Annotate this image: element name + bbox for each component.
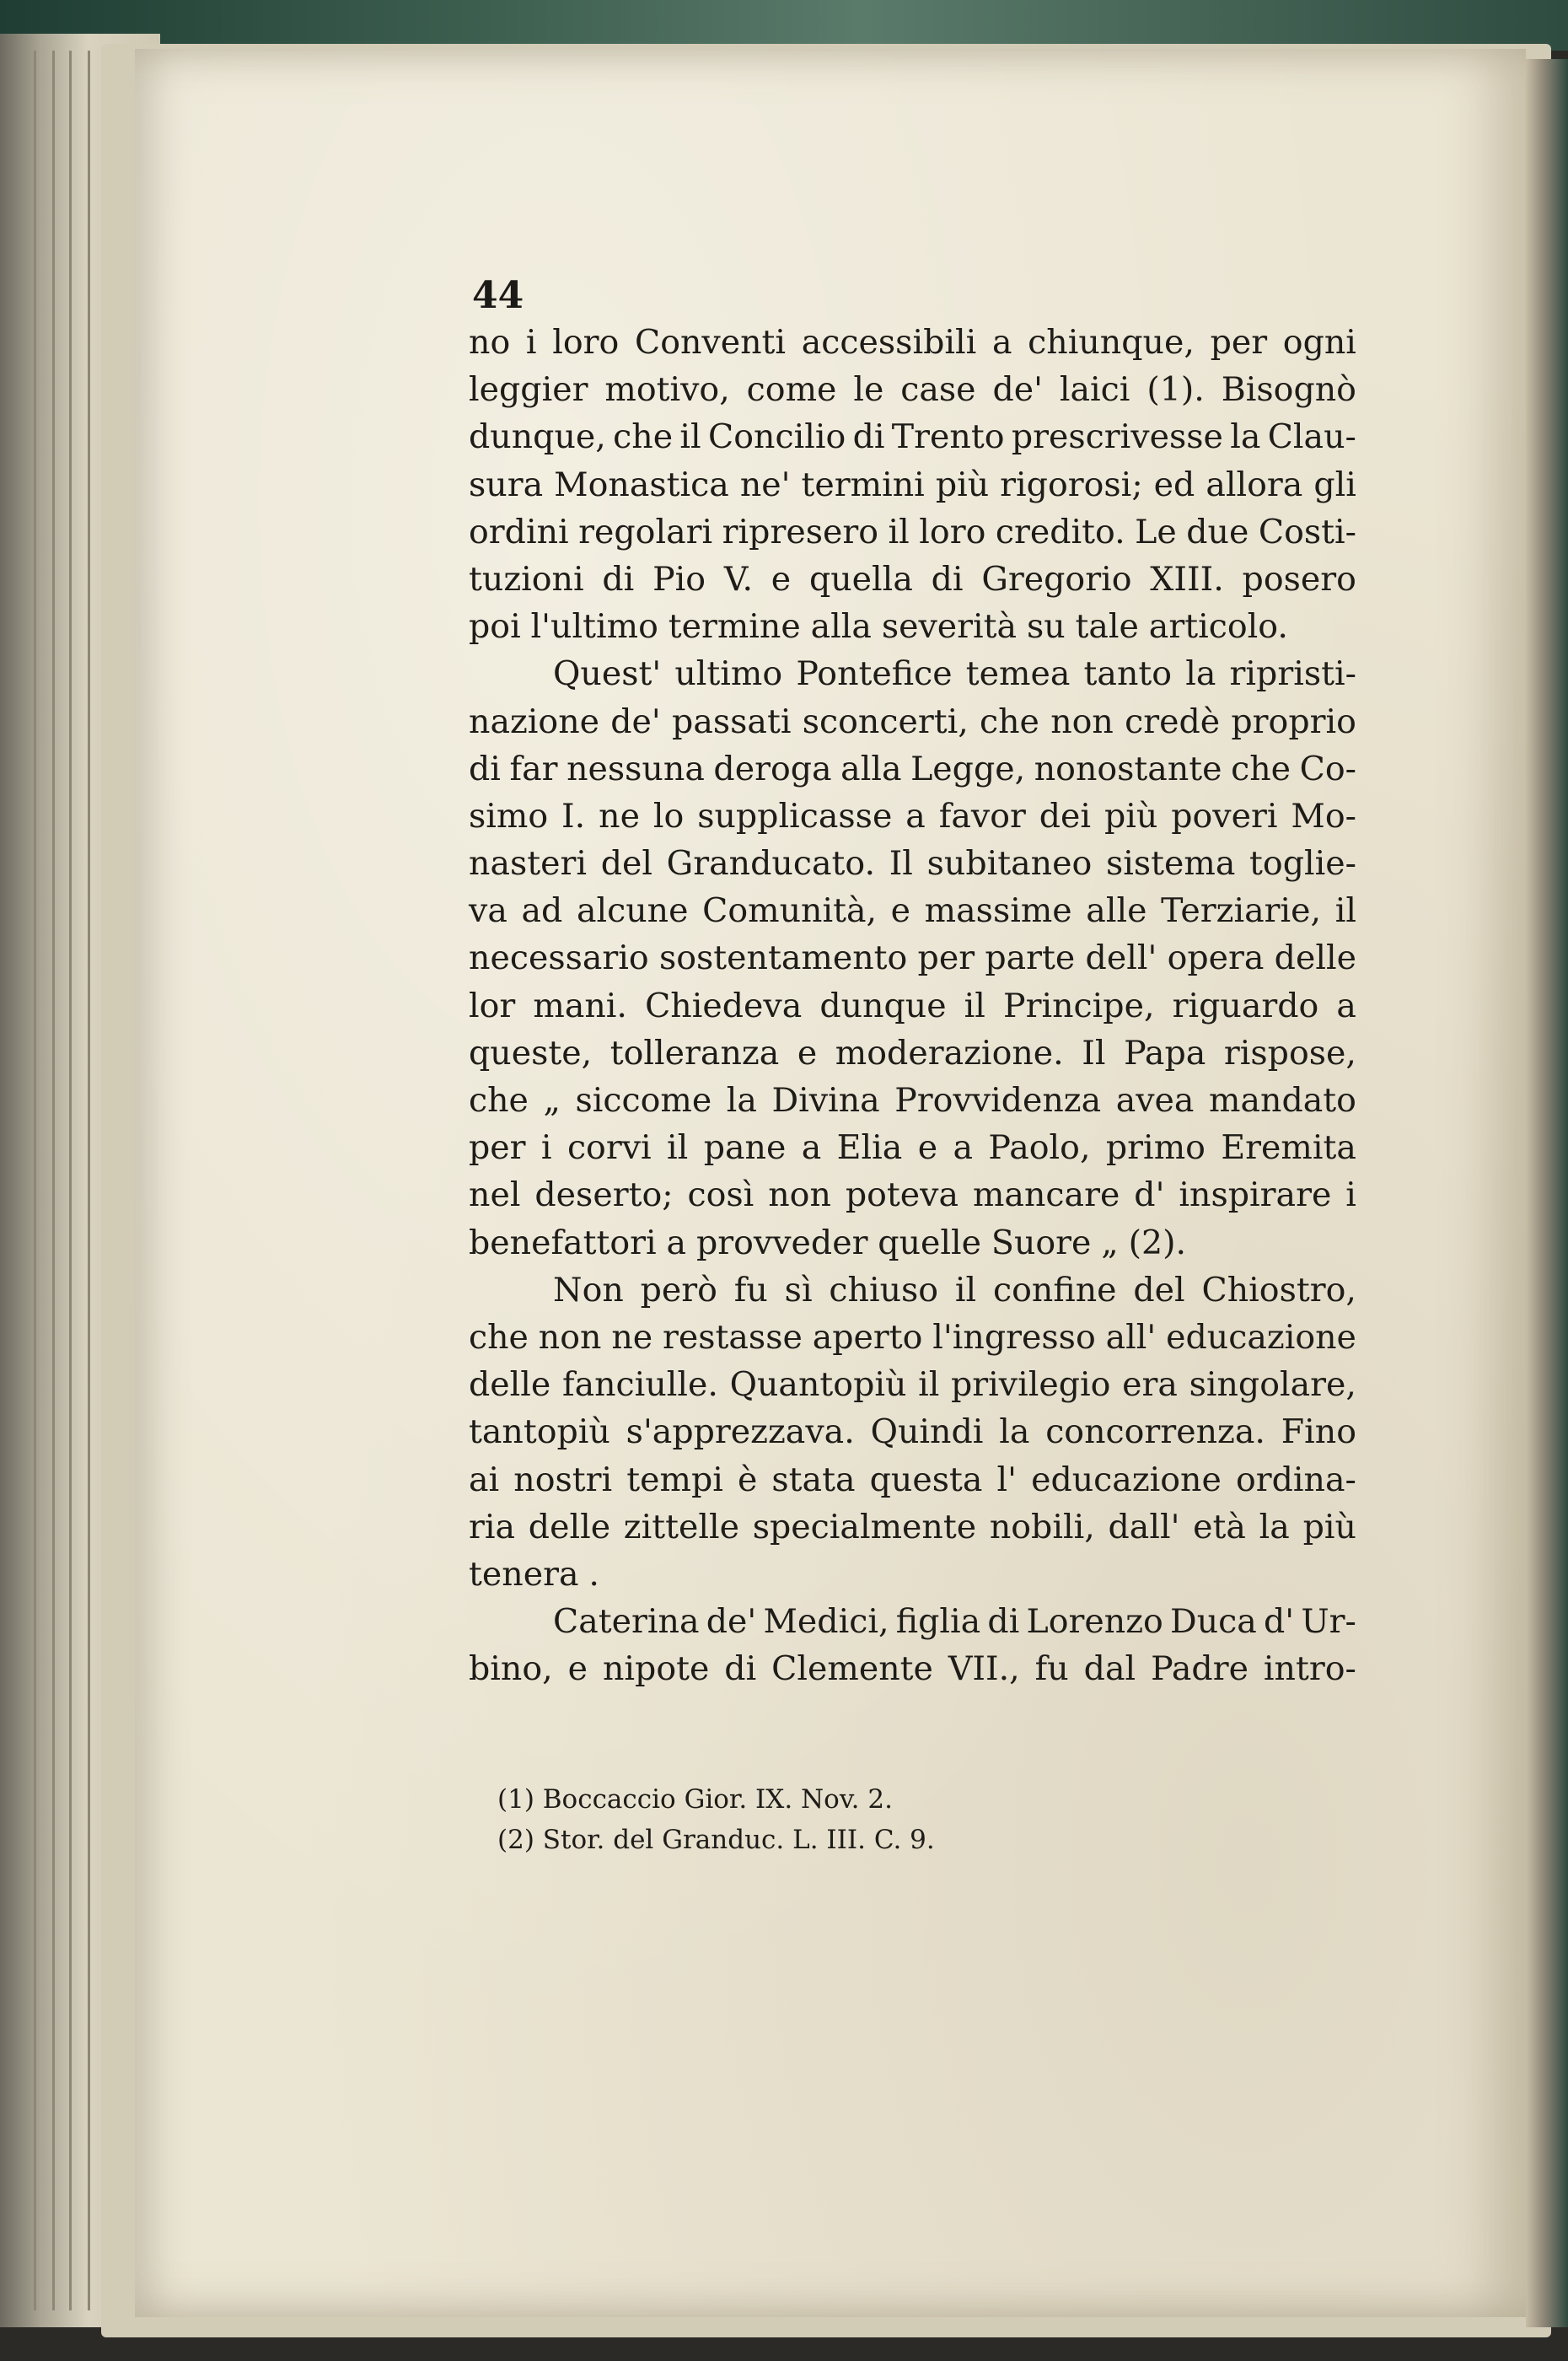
word: due <box>1186 512 1249 551</box>
page-edge-line <box>69 51 72 2310</box>
word: Fino <box>1281 1412 1356 1452</box>
word: laici <box>1059 370 1130 410</box>
word: per <box>1210 323 1268 362</box>
word: Mo- <box>1291 796 1356 836</box>
word: supplicasse <box>697 796 893 836</box>
word: simo <box>469 796 549 836</box>
word: le <box>853 370 884 410</box>
word: i <box>540 1128 552 1168</box>
word: delle <box>469 1365 551 1405</box>
text-line <box>469 1124 1356 1171</box>
word: mandato <box>1209 1081 1356 1120</box>
page-edge-line <box>88 51 90 2310</box>
word: sistema <box>1105 844 1236 884</box>
word: dell' <box>1085 938 1157 978</box>
word: dall' <box>1108 1507 1180 1546</box>
word: lor <box>469 986 516 1025</box>
word: Conventi <box>634 323 787 362</box>
word: non <box>1050 702 1114 741</box>
word: chiuso <box>829 1270 939 1310</box>
word: motivo, <box>604 370 730 410</box>
word: Quantopiù <box>729 1365 907 1405</box>
word: la <box>1230 417 1261 457</box>
word: come <box>746 370 837 410</box>
word: pane <box>703 1128 787 1168</box>
word: Quindi <box>870 1412 984 1452</box>
word: s'apprezzava. <box>626 1412 855 1452</box>
word: Chiostro, <box>1201 1270 1356 1310</box>
word: toglie- <box>1249 844 1356 884</box>
word: dunque, <box>469 417 606 457</box>
word: nipote <box>602 1649 710 1689</box>
page-edge-line <box>52 51 55 2310</box>
word: di <box>469 749 501 788</box>
text-line <box>469 1645 1356 1692</box>
word: di <box>724 1649 757 1689</box>
footnote: (1) Boccaccio Gior. IX. Nov. 2. <box>497 1784 893 1815</box>
word: figlia <box>895 1602 981 1642</box>
word: Co- <box>1299 749 1356 788</box>
word: mani. <box>533 986 627 1025</box>
word: deroga <box>713 749 832 788</box>
word: tenera <box>469 1554 579 1594</box>
word: Quest' <box>553 654 662 694</box>
word: quelle <box>878 1223 982 1262</box>
word: Provvidenza <box>894 1081 1102 1120</box>
word: Pio <box>652 559 706 599</box>
word: queste, <box>469 1033 593 1073</box>
page-edge-line <box>34 51 36 2310</box>
word: era <box>1122 1365 1178 1405</box>
text-line <box>469 319 1356 366</box>
word: chiunque, <box>1028 323 1195 362</box>
word: alla <box>810 607 872 647</box>
word: benefattori <box>469 1223 657 1262</box>
word: Chiedeva <box>645 986 803 1025</box>
word: e <box>567 1649 588 1689</box>
word: tanto <box>1083 654 1173 694</box>
word: l' <box>996 1460 1017 1499</box>
word: ai <box>469 1460 500 1499</box>
word: Eremita <box>1221 1128 1356 1168</box>
word: Ur- <box>1301 1602 1356 1642</box>
word: nessuna <box>567 749 705 788</box>
word: delle <box>528 1507 611 1546</box>
word: che <box>980 702 1039 741</box>
word: de' <box>706 1602 757 1642</box>
word: stata <box>771 1460 856 1499</box>
word: sostentamento <box>658 938 908 978</box>
word: prescrivesse <box>1011 417 1223 457</box>
word: Padre <box>1151 1649 1248 1689</box>
word: Le <box>1135 512 1177 551</box>
word: Divina <box>771 1081 880 1120</box>
word: a <box>1336 986 1356 1025</box>
word: I. <box>561 796 586 836</box>
word: rigorosi; <box>1000 465 1143 504</box>
word: educazione <box>1166 1317 1356 1357</box>
word: fanciulle. <box>561 1365 718 1405</box>
text-line <box>469 745 1356 793</box>
word: de' <box>610 702 661 741</box>
word: proprio <box>1231 702 1356 741</box>
text-line <box>469 982 1356 1030</box>
word: moderazione. <box>835 1033 1064 1073</box>
word: regolari <box>578 512 713 551</box>
text-line <box>469 1077 1356 1124</box>
word: sura <box>469 465 544 504</box>
word: tantopiù <box>469 1412 610 1452</box>
word: primo <box>1105 1128 1206 1168</box>
word: aperto <box>812 1317 923 1357</box>
word: Il <box>1082 1033 1106 1073</box>
word: temea <box>965 654 1071 694</box>
word: Clemente <box>771 1649 933 1689</box>
word: „ <box>543 1081 561 1120</box>
word: ed <box>1153 465 1195 504</box>
word: ordini <box>469 512 569 551</box>
word: ordina- <box>1235 1460 1356 1499</box>
text-line <box>469 1551 1356 1598</box>
word: tolleranza <box>609 1033 780 1073</box>
word: alla <box>840 749 902 788</box>
word: poi <box>469 607 521 647</box>
word: corvi <box>567 1128 652 1168</box>
word: la <box>999 1412 1030 1452</box>
word: Caterina <box>553 1602 700 1642</box>
word: che <box>469 1081 529 1120</box>
word: e <box>917 1128 938 1168</box>
word: riguardo <box>1172 986 1319 1025</box>
word: di <box>931 559 964 599</box>
word: a <box>905 796 926 836</box>
word: di <box>852 417 885 457</box>
word: del <box>1133 1270 1185 1310</box>
word: ad <box>521 891 563 931</box>
word: il <box>918 1365 940 1405</box>
word: opera <box>1167 938 1265 978</box>
word: lo <box>652 796 685 836</box>
word: d' <box>1264 1602 1295 1642</box>
word: severità <box>881 607 1018 647</box>
word: credito. <box>995 512 1125 551</box>
word: ultimo <box>674 654 783 694</box>
word: bino, <box>469 1649 553 1689</box>
word: provveder <box>695 1223 868 1262</box>
word: case <box>900 370 976 410</box>
text-line <box>469 934 1356 982</box>
word: l'ultimo <box>530 607 658 647</box>
word: Granducato. <box>666 844 876 884</box>
word: più <box>1302 1507 1356 1546</box>
word: ripresero <box>722 512 879 551</box>
text-line <box>469 1219 1356 1267</box>
word: che <box>469 1317 529 1357</box>
text-line <box>469 461 1356 508</box>
word: la <box>726 1081 757 1120</box>
text-line <box>469 1030 1356 1077</box>
word: nasteri <box>469 844 588 884</box>
word: posero <box>1242 559 1356 599</box>
word: Lorenzo <box>1026 1602 1163 1642</box>
word: subitaneo <box>926 844 1093 884</box>
word: di <box>987 1602 1020 1642</box>
word: VII., <box>948 1649 1020 1689</box>
word: tale <box>1075 607 1139 647</box>
word: gli <box>1313 465 1356 504</box>
word: privilegio <box>951 1365 1111 1405</box>
word: V. <box>723 559 754 599</box>
word: dei <box>1039 796 1092 836</box>
word: . <box>588 1554 599 1594</box>
word: Gregorio <box>981 559 1132 599</box>
word: Trento <box>891 417 1005 457</box>
word: deserto; <box>534 1175 674 1215</box>
word: nobili, <box>989 1507 1095 1546</box>
word: siccome <box>575 1081 712 1120</box>
word: ne' <box>739 465 791 504</box>
word: che <box>1231 749 1291 788</box>
word: più <box>935 465 990 504</box>
footnote: (2) Stor. del Granduc. L. III. C. 9. <box>497 1825 935 1855</box>
word: dal <box>1083 1649 1136 1689</box>
word: Il <box>889 844 913 884</box>
word: la <box>1185 654 1216 694</box>
word: età <box>1193 1507 1246 1546</box>
word: a <box>953 1128 974 1168</box>
word: restasse <box>662 1317 803 1357</box>
word: il <box>1334 891 1356 931</box>
word: Elia <box>836 1128 903 1168</box>
word: confine <box>993 1270 1117 1310</box>
word: sconcerti, <box>802 702 969 741</box>
word: credè <box>1125 702 1221 741</box>
word: e <box>890 891 911 931</box>
word: massime <box>924 891 1072 931</box>
text-line <box>469 556 1356 603</box>
word: per <box>917 938 975 978</box>
text-line <box>469 793 1356 840</box>
text-line <box>469 887 1356 934</box>
word: fu <box>733 1270 768 1310</box>
word: rispose, <box>1223 1033 1356 1073</box>
word: Medici, <box>763 1602 889 1642</box>
word: Non <box>553 1270 624 1310</box>
word: la <box>1259 1507 1290 1546</box>
word: „ <box>1101 1223 1119 1262</box>
word: concorrenza. <box>1045 1412 1265 1452</box>
word: è <box>737 1460 758 1499</box>
word: articolo. <box>1148 607 1288 647</box>
word: ne <box>611 1317 653 1357</box>
word: i <box>525 323 537 362</box>
word: ogni <box>1282 323 1356 362</box>
word: nonostante <box>1034 749 1222 788</box>
book-cover-right <box>1526 59 1568 2327</box>
text-line <box>469 413 1356 460</box>
word: favor <box>938 796 1026 836</box>
text-line <box>469 1456 1356 1503</box>
word: non <box>768 1175 831 1215</box>
word: all' <box>1105 1317 1157 1357</box>
word: nel <box>469 1175 521 1215</box>
word: così <box>687 1175 754 1215</box>
word: i <box>1345 1175 1356 1215</box>
word: il <box>964 986 985 1025</box>
word: va <box>469 891 507 931</box>
word: sì <box>784 1270 813 1310</box>
word: nazione <box>469 702 600 741</box>
word: loro <box>919 512 986 551</box>
word: poveri <box>1171 796 1278 836</box>
word: educazione <box>1031 1460 1222 1499</box>
word: a <box>666 1223 687 1262</box>
word: de' <box>992 370 1043 410</box>
word: fu <box>1034 1649 1069 1689</box>
word: dunque <box>819 986 947 1025</box>
word: ripristi- <box>1229 654 1356 694</box>
word: leggier <box>469 370 588 410</box>
word: no <box>469 323 511 362</box>
word: avea <box>1115 1081 1195 1120</box>
word: il <box>679 417 701 457</box>
word: inspirare <box>1179 1175 1332 1215</box>
footnotes <box>497 1779 1087 1860</box>
word: necessario <box>469 938 649 978</box>
word: parte <box>985 938 1076 978</box>
word: il <box>888 512 910 551</box>
word: alcune <box>576 891 689 931</box>
word: loro <box>552 323 620 362</box>
word: quella <box>808 559 913 599</box>
word: (1). <box>1146 370 1205 410</box>
word: Principe, <box>1003 986 1155 1025</box>
text-line <box>469 508 1356 556</box>
word: singolare, <box>1189 1365 1356 1405</box>
text-line <box>469 1314 1356 1361</box>
word: Terziarie, <box>1161 891 1322 931</box>
text-line <box>469 1408 1356 1455</box>
word: termini <box>801 465 925 504</box>
body-text <box>469 319 1356 1692</box>
word: XIII. <box>1150 559 1224 599</box>
text-line <box>469 1267 1356 1314</box>
word: che <box>613 417 674 457</box>
word: Clau- <box>1267 417 1356 457</box>
word: d' <box>1134 1175 1165 1215</box>
text-line <box>469 366 1356 413</box>
word: alle <box>1086 891 1147 931</box>
word: nostri <box>513 1460 613 1499</box>
word: specialmente <box>752 1507 977 1546</box>
text-line <box>469 1503 1356 1551</box>
word: per <box>469 1128 526 1168</box>
word: far <box>509 749 558 788</box>
text-line <box>469 1361 1356 1408</box>
word: Papa <box>1124 1033 1206 1073</box>
page-number: 44 <box>472 274 524 317</box>
word: poteva <box>845 1175 959 1215</box>
text-line <box>469 1598 1356 1645</box>
word: su <box>1026 607 1066 647</box>
text-line <box>469 698 1356 745</box>
word: però <box>640 1270 717 1310</box>
text-line <box>469 603 1356 650</box>
text-line <box>469 840 1356 887</box>
word: Suore <box>991 1223 1092 1262</box>
word: Pontefice <box>796 654 953 694</box>
word: Costi- <box>1258 512 1356 551</box>
word: accessibili <box>801 323 977 362</box>
word: di <box>602 559 635 599</box>
word: Monastica <box>554 465 729 504</box>
word: a <box>991 323 1012 362</box>
word: termine <box>668 607 801 647</box>
text-line <box>469 1171 1356 1218</box>
word: tempi <box>626 1460 723 1499</box>
word: Paolo, <box>988 1128 1091 1168</box>
word: più <box>1104 796 1158 836</box>
word: Comunità, <box>702 891 878 931</box>
word: Duca <box>1170 1602 1257 1642</box>
word: e <box>771 559 792 599</box>
word: il <box>667 1128 689 1168</box>
word: del <box>600 844 652 884</box>
word: l'ingresso <box>932 1317 1096 1357</box>
word: delle <box>1274 938 1356 978</box>
word: ria <box>469 1507 516 1546</box>
word: zittelle <box>623 1507 740 1546</box>
word: (2). <box>1128 1223 1187 1262</box>
word: a <box>801 1128 822 1168</box>
word: mancare <box>972 1175 1120 1215</box>
text-line <box>469 650 1356 697</box>
word: e <box>797 1033 818 1073</box>
word: non <box>538 1317 602 1357</box>
word: Bisognò <box>1221 370 1356 410</box>
word: il <box>954 1270 977 1310</box>
word: Legge, <box>910 749 1026 788</box>
word: Concilio <box>708 417 846 457</box>
book-cover-top <box>0 0 1568 51</box>
word: intro- <box>1263 1649 1356 1689</box>
word: allora <box>1206 465 1303 504</box>
word: questa <box>869 1460 983 1499</box>
word: ne <box>599 796 640 836</box>
word: tuzioni <box>469 559 584 599</box>
word: passati <box>672 702 792 741</box>
